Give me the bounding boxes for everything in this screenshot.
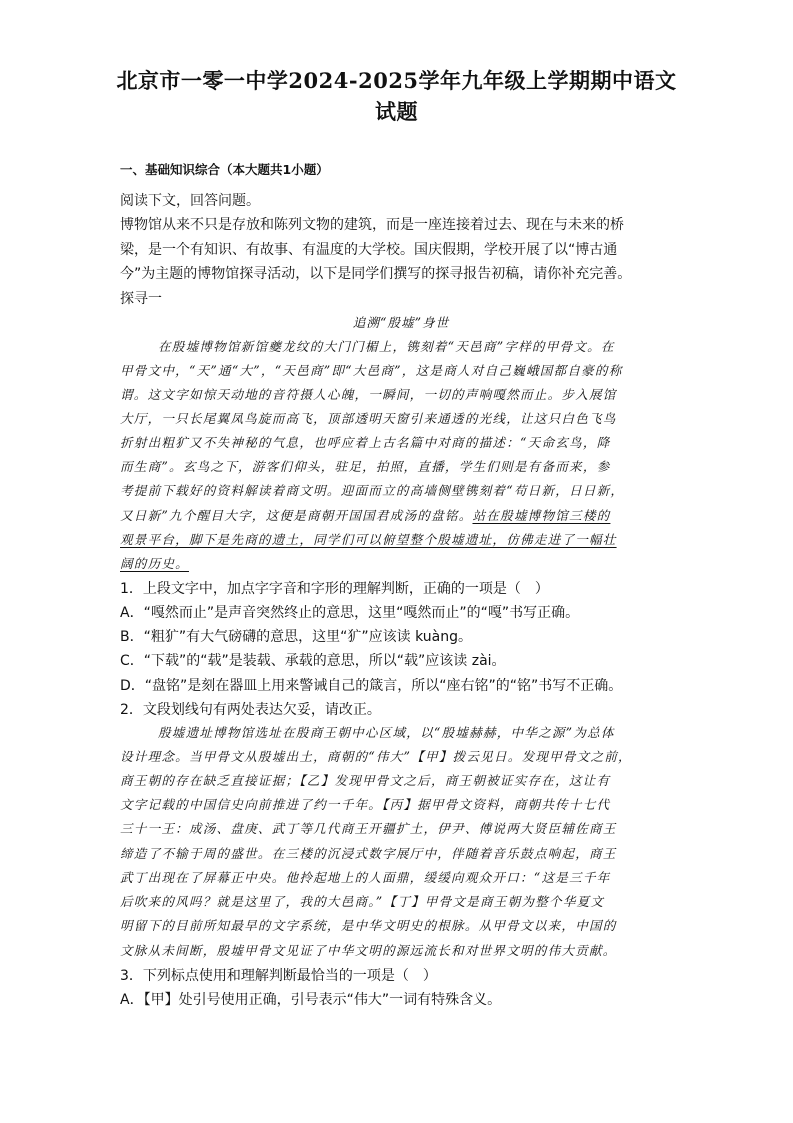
- q3-option-a[interactable]: A．【甲】处引号使用正确，引号表示“伟大”一词有特殊含义。: [120, 992, 502, 1008]
- passage2-line: 商王朝的存在缺乏直接证据；【乙】发现甲骨文之后，商王朝被证实存在，这让有: [120, 773, 611, 788]
- passage2-line: 文脉从未间断，殷墟甲骨文见证了中华文明的源远流长和对世界文明的伟大贡献。: [120, 943, 617, 958]
- intro-line: 梁，是一个有知识、有故事、有温度的大学校。国庆假期，学校开展了以“博古通: [120, 242, 618, 258]
- passage1-line: 谓。这文字如惊天动地的音符摄人心魄，一瞬间，一切的声响嘎然而止。步入展馆: [120, 387, 617, 402]
- question-2: 2．文段划线句有两处表达欠妥，请改正。: [120, 702, 381, 718]
- q1-option-d[interactable]: D．“盘铭”是刻在器皿上用来警诫自己的箴言，所以“座右铭”的“铭”书写不正确。: [120, 678, 623, 694]
- underlined-sentence: 观景平台，脚下是先商的遗土，同学们可以俯望整个殷墟遗址，仿佛走进了一幅壮: [120, 532, 617, 547]
- q1-option-a[interactable]: A．“嘎然而止”是声音突然终止的意思，这里“嘎然而止”的“嘎”书写正确。: [120, 605, 580, 621]
- section-heading: 一、基础知识综合（本大题共1小题）: [120, 162, 329, 177]
- underlined-sentence: 站在殷墟博物馆三楼的: [472, 508, 611, 523]
- passage1-line: 考提前下载好的资料解读着商文明。迎面而立的高墙侧壁镌刻着“苟日新，日日新，: [120, 483, 625, 498]
- q1-option-b[interactable]: B．“粗犷”有大气磅礴的意思，这里“犷”应该读 kuàng。: [120, 629, 472, 645]
- passage2-line: 文字记载的中国信史向前推进了约一千年。【丙】据甲骨文资料，商朝共传十七代: [120, 797, 611, 812]
- page-title-line1: 北京市一零一中学2024-2025学年九年级上学期期中语文: [116, 68, 677, 93]
- passage1-line: [120, 505, 610, 527]
- passage2-line: 缔造了不输于周的盛世。在三楼的沉浸式数字展厅中，伴随着音乐鼓点响起，商王: [120, 846, 617, 861]
- question-3: 3．下列标点使用和理解判断最恰当的一项是（ ）: [120, 968, 437, 984]
- passage1-line: 大厅，一只长尾翼凤鸟旋而高飞，顶部透明天窗引来通透的光线，让这只白色飞鸟: [120, 411, 617, 426]
- passage1-line: 在殷墟博物馆新馆夔龙纹的大门门楣上，镌刻着“天邑商”字样的甲骨文。在: [158, 339, 615, 354]
- passage2-line: 明留下的目前所知最早的文字系统，是中华文明史的根脉。从甲骨文以来，中国的: [120, 918, 617, 933]
- q1-option-c[interactable]: C．“下载”的“载”是装载、承载的意思，所以“载”应该读 zài。: [120, 653, 506, 669]
- passage1-line: 折射出粗犷又不失神秘的气息，也呼应着上古名篇中对商的描述：“天命玄鸟，降: [120, 435, 611, 450]
- intro-line: 探寻一: [120, 291, 162, 307]
- passage1-text: 又日新”九个醒目大字，这便是商朝开国国君成汤的盘铭。: [120, 508, 473, 523]
- intro-line: 博物馆从来不只是存放和陈列文物的建筑，而是一座连接着过去、现在与未来的桥: [120, 217, 624, 233]
- passage1-title: 追溯“殷墟”身世: [352, 315, 450, 330]
- page-title-line2: 试题: [375, 99, 418, 124]
- question-1: 1．上段文字中，加点字字音和字形的理解判断，正确的一项是（ ）: [120, 581, 549, 597]
- underlined-sentence: 阔的历史。: [120, 556, 189, 571]
- intro-line: 今”为主题的博物馆探寻活动，以下是同学们撰写的探寻报告初稿，请你补充完善。: [120, 266, 632, 282]
- passage2-line: 武丁出现在了屏幕正中央。他拎起地上的人面鼎，缓缓向观众开口：“这是三千年: [120, 870, 611, 885]
- passage2-line: 殷墟遗址博物馆选址在殷商王朝中心区域，以“殷墟赫赫，中华之源”为总体: [158, 725, 615, 740]
- passage1-line: 而生商”。玄鸟之下，游客们仰头，驻足，拍照，直播，学生们则是有备而来，参: [120, 459, 611, 474]
- intro-line: 阅读下文，回答问题。: [120, 193, 260, 209]
- passage2-line: 后吹来的风吗？就是这里了，我的大邑商。”【丁】甲骨文是商王朝为整个华夏文: [120, 894, 605, 909]
- passage2-line: 设计理念。当甲骨文从殷墟出土，商朝的“伟大”【甲】拨云见日。发现甲骨文之前，: [120, 749, 632, 764]
- passage2-line: 三十一王：成汤、盘庚、武丁等几代商王开疆扩土，伊尹、傅说两大贤臣辅佐商王: [120, 821, 617, 836]
- passage1-line: 甲骨文中，“天”通“大”，“天邑商”即“大邑商”，这是商人对自己巍峨国都自豪的称: [120, 363, 623, 378]
